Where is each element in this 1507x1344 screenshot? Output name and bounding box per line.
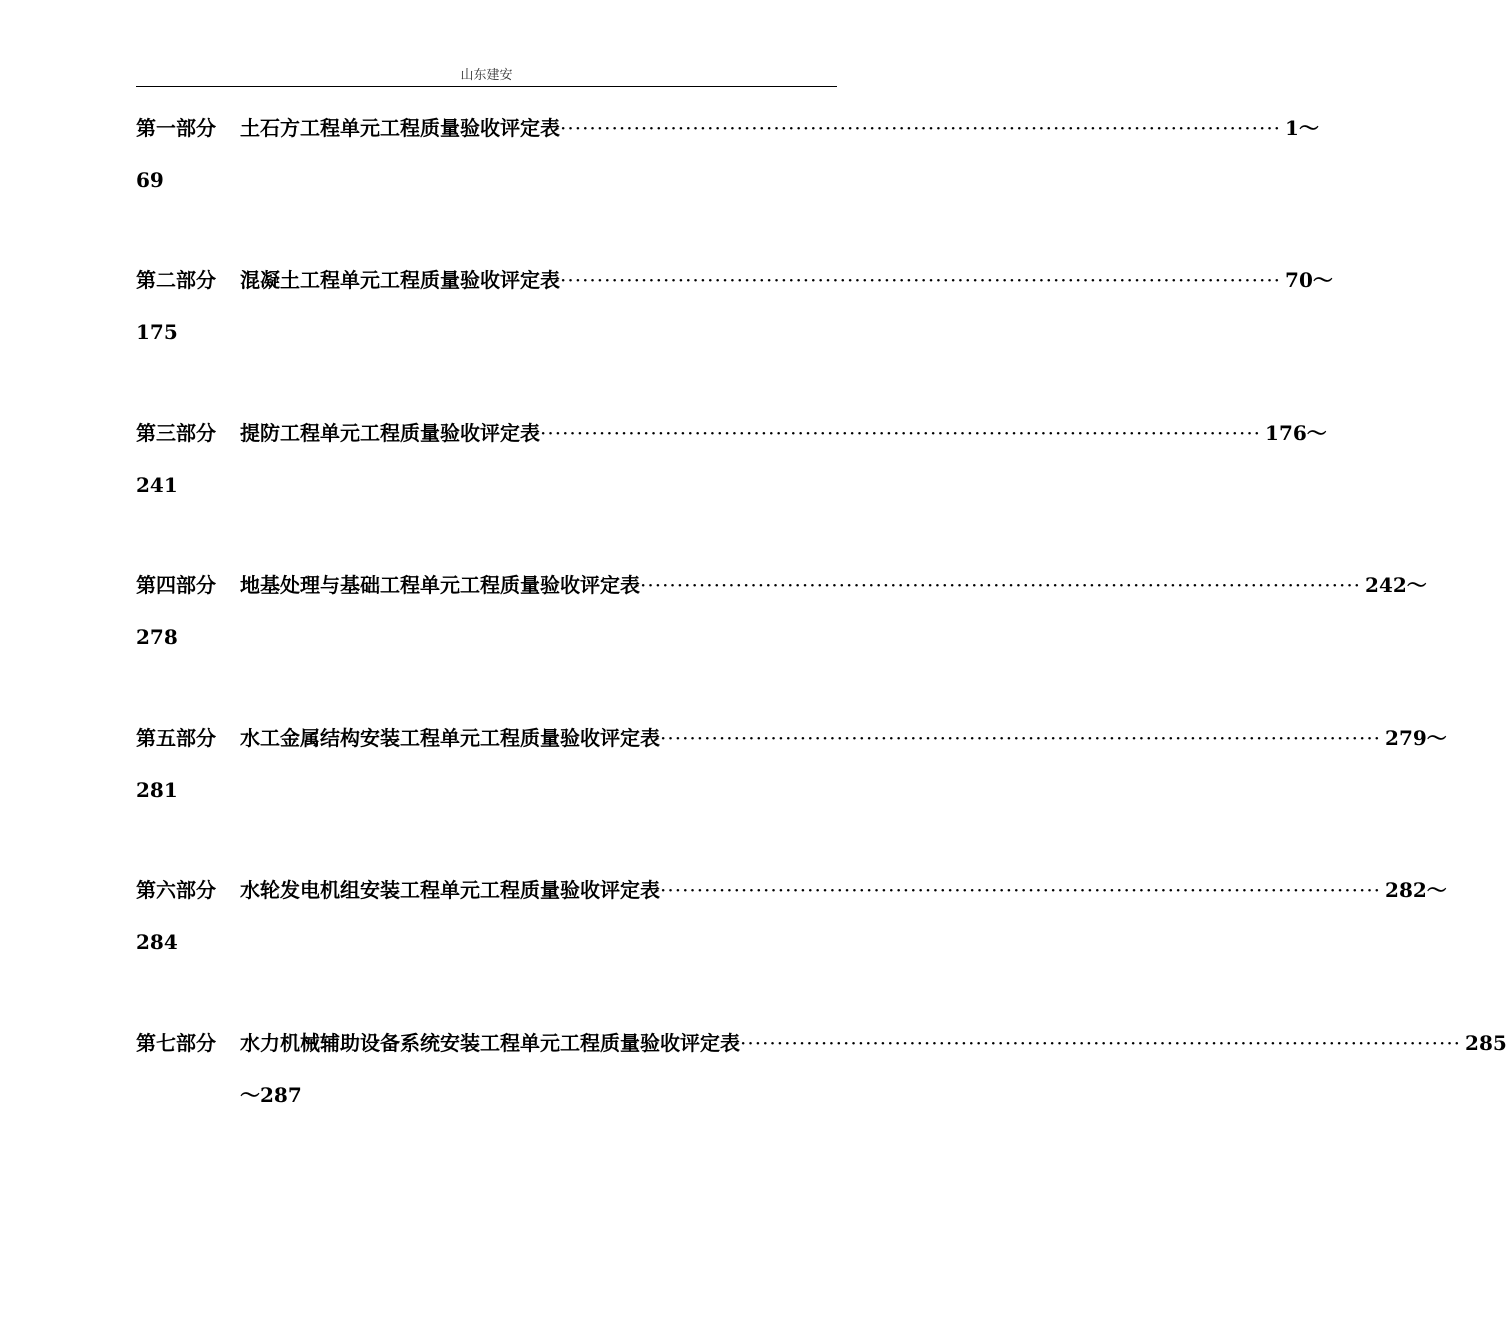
dot-leader bbox=[740, 1028, 1465, 1058]
toc-page-end: 241 bbox=[136, 473, 178, 497]
toc-entry-1[interactable] bbox=[136, 113, 1319, 195]
toc-line bbox=[136, 723, 1447, 753]
toc-page-start: 1～ bbox=[1285, 116, 1319, 140]
toc-line bbox=[136, 265, 1333, 295]
toc-page-start: 282～ bbox=[1385, 878, 1447, 902]
header-text: 山东建安 bbox=[460, 68, 513, 83]
dot-leader bbox=[560, 265, 1285, 295]
toc-page-end: 175 bbox=[136, 320, 178, 344]
toc-part-label: 第七部分 bbox=[136, 1031, 216, 1055]
dot-leader bbox=[560, 113, 1285, 143]
toc-part-label: 第三部分 bbox=[136, 421, 216, 445]
dot-leader bbox=[640, 570, 1365, 600]
toc-page-start: 70～ bbox=[1285, 268, 1333, 292]
toc-entry-6[interactable] bbox=[136, 875, 1447, 957]
toc-page-end: ～287 bbox=[240, 1083, 302, 1107]
toc-line bbox=[136, 570, 1427, 600]
toc-part-label: 第二部分 bbox=[136, 268, 216, 292]
toc-line bbox=[136, 113, 1319, 143]
toc-title: 混凝土工程单元工程质量验收评定表 bbox=[240, 268, 560, 292]
toc-page-start: 176～ bbox=[1265, 421, 1327, 445]
dot-leader bbox=[660, 875, 1385, 905]
page-header bbox=[136, 64, 837, 87]
toc-entry-3[interactable] bbox=[136, 418, 1327, 500]
toc-page-start: 279～ bbox=[1385, 726, 1447, 750]
toc-part-label: 第一部分 bbox=[136, 116, 216, 140]
toc-page-start: 285 bbox=[1465, 1031, 1507, 1055]
toc-title: 提防工程单元工程质量验收评定表 bbox=[240, 421, 540, 445]
toc-entry-2[interactable] bbox=[136, 265, 1333, 347]
toc-entry-5[interactable] bbox=[136, 723, 1447, 805]
toc-title: 土石方工程单元工程质量验收评定表 bbox=[240, 116, 560, 140]
toc-line bbox=[136, 875, 1447, 905]
toc-page-end: 278 bbox=[136, 625, 178, 649]
toc-entry-7[interactable] bbox=[136, 1028, 1507, 1110]
dot-leader bbox=[660, 723, 1385, 753]
toc-title: 地基处理与基础工程单元工程质量验收评定表 bbox=[240, 573, 640, 597]
toc-entry-4[interactable] bbox=[136, 570, 1427, 652]
toc-page-end: 69 bbox=[136, 168, 164, 192]
toc-line bbox=[136, 1028, 1507, 1058]
toc-title: 水力机械辅助设备系统安装工程单元工程质量验收评定表 bbox=[240, 1031, 740, 1055]
dot-leader bbox=[540, 418, 1265, 448]
toc-title: 水工金属结构安装工程单元工程质量验收评定表 bbox=[240, 726, 660, 750]
toc-line bbox=[136, 418, 1327, 448]
toc-page-start: 242～ bbox=[1365, 573, 1427, 597]
toc-title: 水轮发电机组安装工程单元工程质量验收评定表 bbox=[240, 878, 660, 902]
toc-part-label: 第五部分 bbox=[136, 726, 216, 750]
toc-page-end: 284 bbox=[136, 930, 178, 954]
toc-page-end: 281 bbox=[136, 778, 178, 802]
toc-part-label: 第六部分 bbox=[136, 878, 216, 902]
toc-part-label: 第四部分 bbox=[136, 573, 216, 597]
